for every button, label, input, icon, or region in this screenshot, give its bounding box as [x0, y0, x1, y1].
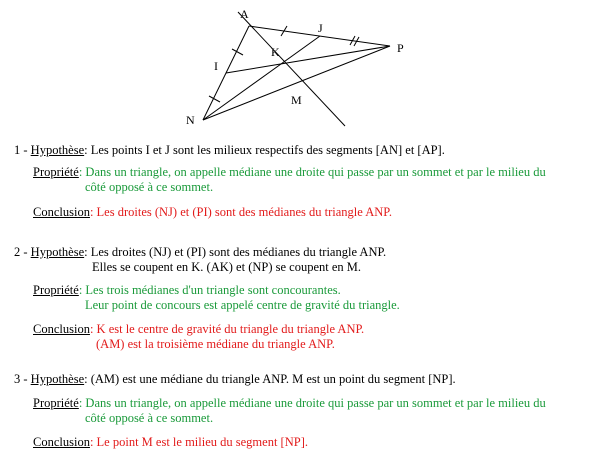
- s2-property-line2: Leur point de concours est appelé centre de gravité du triangle.: [85, 298, 400, 312]
- s2-hypothesis-text1: : Les droites (NJ) et (PI) sont des médianes du triangle ANP.: [84, 245, 387, 259]
- s2-conclusion: [33, 322, 364, 337]
- s1-hypothesis-text: : Les points I et J sont les milieux respectifs des segments [AN] et [AP].: [84, 143, 445, 157]
- s2-hypothesis-line2: Elles se coupent en K. (AK) et (NP) se coupent en M.: [92, 260, 362, 274]
- s3-hypothesis: [14, 372, 456, 387]
- s3-property: [33, 396, 546, 411]
- label-I: I: [214, 59, 218, 73]
- s3-conclusion-label: Conclusion: [33, 435, 90, 449]
- s3-property-label: Propriété: [33, 396, 79, 410]
- s3-conclusion: [33, 435, 308, 450]
- triangle-figure: [0, 0, 600, 140]
- s2-conclusion-text1: : K est le centre de gravité du triangle du triangle ANP.: [89, 322, 365, 336]
- s1-hypothesis-label: Hypothèse: [30, 143, 85, 157]
- s3-hypothesis-text: : (AM) est une médiane du triangle ANP. M est un point du segment [NP].: [84, 372, 456, 386]
- s1-conclusion: [33, 205, 392, 220]
- label-M: M: [291, 93, 302, 107]
- s1-conclusion-label: Conclusion: [33, 205, 90, 219]
- s2-property-text1: : Les trois médianes d'un triangle sont concourantes.: [78, 283, 341, 297]
- s3-number: 3 -: [14, 372, 31, 386]
- s3-property-line2: côté opposé à ce sommet.: [85, 411, 214, 425]
- s1-conclusion-text: : Les droites (NJ) et (PI) sont des médianes du triangle ANP.: [89, 205, 392, 219]
- s2-conclusion-line2: (AM) est la troisième médiane du triangle ANP.: [96, 337, 335, 351]
- s1-property-text1: : Dans un triangle, on appelle médiane une droite qui passe par un sommet et par le milieu du: [78, 165, 546, 179]
- s1-property: [33, 165, 546, 180]
- s1-hypothesis: [14, 143, 445, 158]
- s2-property: [33, 283, 341, 298]
- s2-conclusion-label: Conclusion: [33, 322, 90, 336]
- label-J: J: [318, 21, 323, 35]
- s2-hypothesis-label: Hypothèse: [30, 245, 85, 259]
- label-P: P: [397, 41, 404, 55]
- median-PI: [226, 46, 390, 73]
- label-A: A: [240, 7, 249, 21]
- median-AM: [238, 12, 345, 126]
- s3-conclusion-text: : Le point M est le milieu du segment [NP].: [89, 435, 308, 449]
- s2-property-label: Propriété: [33, 283, 79, 297]
- median-NJ: [203, 36, 320, 120]
- label-N: N: [186, 113, 195, 127]
- s2-number: 2 -: [14, 245, 31, 259]
- s3-property-text1: : Dans un triangle, on appelle médiane une droite qui passe par un sommet et par le milieu du: [78, 396, 546, 410]
- label-K: K: [271, 45, 280, 59]
- s2-hypothesis: [14, 245, 386, 260]
- s3-hypothesis-label: Hypothèse: [30, 372, 85, 386]
- s1-number: 1 -: [14, 143, 31, 157]
- s1-property-label: Propriété: [33, 165, 79, 179]
- s1-property-line2: côté opposé à ce sommet.: [85, 180, 214, 194]
- side-NP: [203, 46, 390, 120]
